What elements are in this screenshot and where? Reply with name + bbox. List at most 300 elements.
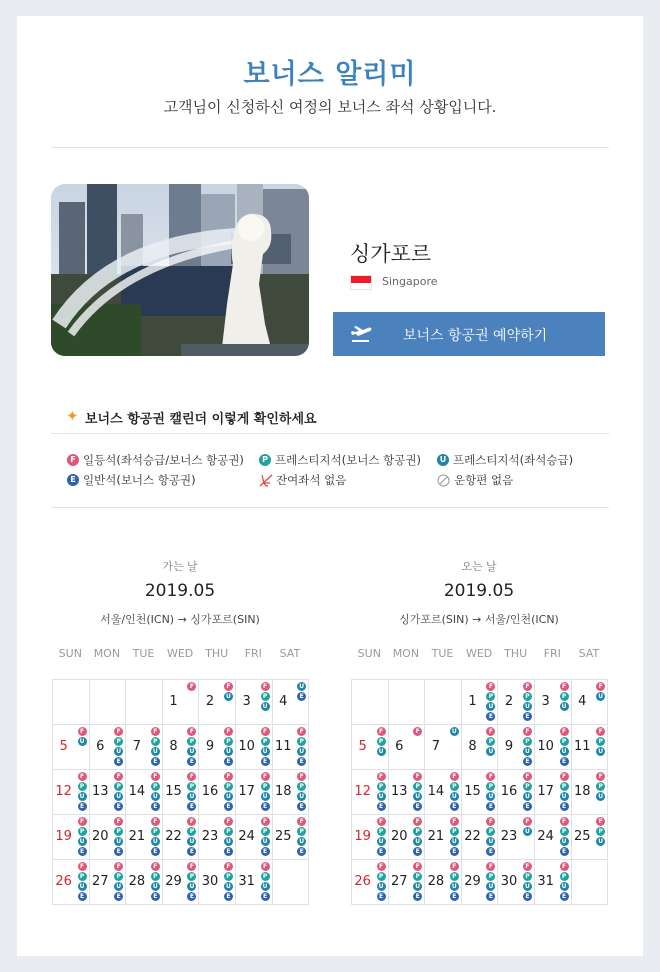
- seat-f-badge: F: [450, 817, 459, 826]
- day-number: 1: [169, 694, 178, 709]
- seat-p-badge: P: [297, 737, 306, 746]
- day-number: 19: [354, 829, 371, 844]
- day-number: 6: [395, 739, 404, 754]
- seat-f-badge: F: [297, 772, 306, 781]
- seat-f-badge: F: [523, 817, 532, 826]
- day-number: 2: [504, 694, 514, 709]
- seat-p-badge: P: [187, 872, 196, 881]
- seat-p-badge: P: [261, 782, 270, 791]
- seat-u-badge: U: [151, 882, 160, 891]
- calendar-grid: [52, 679, 309, 905]
- calendar-day[interactable]: [273, 680, 310, 725]
- calendar-day[interactable]: [572, 725, 609, 770]
- no-flight-icon: [437, 474, 451, 486]
- day-number: 6: [96, 739, 105, 754]
- calendar-day[interactable]: [425, 770, 462, 815]
- seat-e-badge: E: [187, 847, 196, 856]
- seat-e-badge: E: [151, 802, 160, 811]
- day-number: 27: [390, 874, 408, 889]
- calendar-day[interactable]: [273, 815, 310, 860]
- day-number: 26: [55, 874, 72, 889]
- day-number: 25: [274, 829, 292, 844]
- seat-p-badge: P: [261, 827, 270, 836]
- seat-p-badge: P: [187, 827, 196, 836]
- calendar-day[interactable]: [425, 815, 462, 860]
- day-number: 23: [201, 829, 219, 844]
- seat-p-badge: P: [486, 692, 495, 701]
- day-number: 24: [238, 829, 255, 844]
- calendar-day[interactable]: [352, 860, 389, 905]
- seat-e-badge: E: [114, 802, 123, 811]
- calendar-header: [351, 558, 607, 627]
- seat-p-badge: P: [187, 782, 196, 791]
- seat-e-badge: E: [413, 847, 422, 856]
- seat-p-badge: P: [560, 737, 569, 746]
- seat-u-badge: U: [560, 747, 569, 756]
- calendar-day[interactable]: [425, 725, 462, 770]
- seat-f-badge: F: [114, 727, 123, 736]
- calendar-day[interactable]: [389, 815, 426, 860]
- day-number: 27: [91, 874, 109, 889]
- calendar-grid: [351, 679, 608, 905]
- seat-e-badge: E: [486, 712, 495, 721]
- seat-p-badge: P: [78, 782, 87, 791]
- seat-p-badge: P: [523, 692, 532, 701]
- calendar-empty-cell: [389, 680, 426, 725]
- calendar-empty-cell: [572, 860, 609, 905]
- seat-u-badge: U: [78, 837, 87, 846]
- calendar-day[interactable]: [53, 770, 90, 815]
- calendar-day[interactable]: [498, 770, 535, 815]
- seat-e-badge: E: [151, 757, 160, 766]
- seat-e-badge: E: [523, 802, 532, 811]
- seat-f-badge: F: [78, 817, 87, 826]
- seat-u-badge: U: [224, 692, 233, 701]
- seat-p-badge: P: [450, 872, 459, 881]
- weekday-header: FRI: [543, 647, 561, 660]
- calendar-day[interactable]: [53, 860, 90, 905]
- seat-u-badge: U: [596, 837, 605, 846]
- seat-p-badge: P: [377, 737, 386, 746]
- seat-p-badge: P: [486, 782, 495, 791]
- seat-u-badge: U: [78, 737, 87, 746]
- seat-p-badge: P: [413, 782, 422, 791]
- day-number: 8: [169, 739, 178, 754]
- calendar-day[interactable]: [53, 725, 90, 770]
- seat-p-badge: P: [596, 782, 605, 791]
- seat-u-badge: U: [450, 792, 459, 801]
- day-number: 5: [358, 739, 367, 754]
- day-number: 21: [128, 829, 146, 844]
- calendar-day[interactable]: [462, 770, 499, 815]
- calendar-day[interactable]: [236, 815, 273, 860]
- seat-u-badge: U: [377, 837, 386, 846]
- weekday-header: FRI: [244, 647, 262, 660]
- seat-f-badge: F: [560, 862, 569, 871]
- seat-u-badge: U: [297, 792, 306, 801]
- star-icon: ✦: [66, 407, 79, 425]
- calendar-route: 서울/인천(ICN) → 싱가포르(SIN): [100, 613, 260, 626]
- calendar-day[interactable]: [462, 860, 499, 905]
- day-number: 10: [537, 739, 554, 754]
- seat-u-badge: U: [151, 747, 160, 756]
- calendar-day[interactable]: [535, 680, 572, 725]
- calendar-month: 2019.05: [443, 581, 515, 601]
- calendar-empty-cell: [425, 680, 462, 725]
- seat-u-badge: U: [78, 882, 87, 891]
- seat-e-badge: E: [114, 757, 123, 766]
- seat-u-badge: U: [486, 837, 495, 846]
- seat-p-badge: P: [261, 692, 270, 701]
- calendar-day[interactable]: [126, 860, 163, 905]
- seat-p-badge: P: [151, 827, 160, 836]
- seat-f-badge: F: [560, 682, 569, 691]
- seat-e-badge: E: [450, 892, 459, 901]
- seat-e-badge: E: [297, 847, 306, 856]
- seat-e-badge: E: [187, 757, 196, 766]
- seat-f-badge: F: [596, 682, 605, 691]
- weekday-header: THU: [504, 647, 528, 660]
- day-number: 16: [201, 784, 219, 799]
- book-bonus-ticket-button[interactable]: [333, 312, 605, 356]
- weekday-header: SAT: [279, 647, 301, 660]
- day-number: 4: [279, 694, 288, 709]
- seat-p-badge: P: [187, 737, 196, 746]
- calendar-day[interactable]: [199, 815, 236, 860]
- seat-f-badge: F: [486, 817, 495, 826]
- seat-e-badge: E: [78, 802, 87, 811]
- seat-p-badge: P: [78, 827, 87, 836]
- calendar-day[interactable]: [199, 725, 236, 770]
- seat-e-badge: E: [297, 757, 306, 766]
- seat-e-badge: E: [377, 892, 386, 901]
- day-number: 16: [500, 784, 518, 799]
- day-number: 13: [390, 784, 408, 799]
- calendar-day[interactable]: [572, 815, 609, 860]
- economy-icon: E: [67, 474, 79, 486]
- seat-e-badge: E: [78, 847, 87, 856]
- day-number: 22: [464, 829, 481, 844]
- seat-f-badge: F: [596, 772, 605, 781]
- seat-e-badge: E: [187, 892, 196, 901]
- weekday-header: THU: [205, 647, 229, 660]
- calendar-day[interactable]: [572, 770, 609, 815]
- seat-u-badge: U: [596, 692, 605, 701]
- legend-no-flight: 운항편 없음: [437, 472, 513, 488]
- calendar-day[interactable]: [389, 860, 426, 905]
- seat-p-badge: P: [261, 872, 270, 881]
- seat-f-badge: F: [261, 817, 270, 826]
- seat-u-badge: U: [114, 792, 123, 801]
- seat-e-badge: E: [560, 757, 569, 766]
- seat-f-badge: F: [187, 727, 196, 736]
- prestige-upgrade-icon: U: [437, 454, 449, 466]
- day-number: 24: [537, 829, 554, 844]
- calendar-day[interactable]: [163, 680, 200, 725]
- seat-u-badge: U: [78, 792, 87, 801]
- seat-u-badge: U: [523, 702, 532, 711]
- seat-p-badge: P: [297, 782, 306, 791]
- calendar-day[interactable]: [236, 860, 273, 905]
- calendar-day[interactable]: [425, 860, 462, 905]
- calendar-day[interactable]: [199, 860, 236, 905]
- day-number: 25: [573, 829, 591, 844]
- seat-p-badge: P: [114, 872, 123, 881]
- calendar-day[interactable]: [389, 770, 426, 815]
- calendar-day[interactable]: [498, 680, 535, 725]
- weekday-header: MON: [392, 647, 420, 660]
- seat-e-badge: E: [450, 847, 459, 856]
- seat-u-badge: U: [523, 882, 532, 891]
- day-number: 29: [165, 874, 182, 889]
- seat-f-badge: F: [224, 727, 233, 736]
- day-number: 15: [464, 784, 481, 799]
- seat-e-badge: E: [413, 802, 422, 811]
- weekday-header: TUE: [132, 647, 155, 660]
- seat-e-badge: E: [486, 802, 495, 811]
- seat-f-badge: F: [523, 727, 532, 736]
- calendar-day[interactable]: [126, 725, 163, 770]
- seat-u-badge: U: [523, 792, 532, 801]
- seat-e-badge: E: [224, 892, 233, 901]
- seat-f-badge: F: [377, 727, 386, 736]
- calendar-day[interactable]: [535, 860, 572, 905]
- seat-u-badge: U: [596, 747, 605, 756]
- seat-p-badge: P: [114, 737, 123, 746]
- guide-title: 보너스 항공권 캘린더 이렇게 확인하세요: [85, 412, 317, 427]
- seat-e-badge: E: [297, 692, 306, 701]
- first-class-icon: F: [67, 454, 79, 466]
- day-number: 17: [537, 784, 554, 799]
- seat-f-badge: F: [151, 727, 160, 736]
- seat-u-badge: U: [560, 882, 569, 891]
- calendar-day[interactable]: [352, 725, 389, 770]
- seat-p-badge: P: [377, 872, 386, 881]
- calendar-day[interactable]: [126, 815, 163, 860]
- calendar-day[interactable]: [90, 860, 127, 905]
- day-number: 12: [354, 784, 371, 799]
- seat-f-badge: F: [187, 772, 196, 781]
- seat-f-badge: F: [151, 772, 160, 781]
- seat-e-badge: E: [560, 847, 569, 856]
- calendar-empty-cell: [53, 680, 90, 725]
- calendar-day[interactable]: [236, 725, 273, 770]
- weekday-header: MON: [93, 647, 121, 660]
- airplane-takeoff-icon: [350, 323, 372, 347]
- calendar-header: [52, 558, 308, 627]
- seat-f-badge: F: [596, 817, 605, 826]
- seat-f-badge: F: [413, 772, 422, 781]
- seat-p-badge: P: [560, 692, 569, 701]
- seat-p-badge: P: [114, 782, 123, 791]
- calendar-day[interactable]: [163, 725, 200, 770]
- day-number: 8: [468, 739, 477, 754]
- seat-f-badge: F: [187, 682, 196, 691]
- seat-f-badge: F: [413, 817, 422, 826]
- seat-f-badge: F: [486, 772, 495, 781]
- day-number: 10: [238, 739, 255, 754]
- day-number: 18: [274, 784, 292, 799]
- calendar-day[interactable]: [163, 860, 200, 905]
- seat-u-badge: U: [450, 837, 459, 846]
- seat-e-badge: E: [224, 757, 233, 766]
- calendar-day[interactable]: [236, 680, 273, 725]
- seat-e-badge: E: [261, 892, 270, 901]
- day-number: 21: [427, 829, 445, 844]
- calendar-day[interactable]: [236, 770, 273, 815]
- calendar-day[interactable]: [389, 725, 426, 770]
- seat-p-badge: P: [297, 827, 306, 836]
- seat-u-badge: U: [377, 792, 386, 801]
- seat-u-badge: U: [413, 792, 422, 801]
- seat-f-badge: F: [486, 727, 495, 736]
- calendar-day[interactable]: [462, 815, 499, 860]
- seat-u-badge: U: [596, 792, 605, 801]
- seat-e-badge: E: [297, 802, 306, 811]
- seat-u-badge: U: [450, 882, 459, 891]
- seat-u-badge: U: [187, 882, 196, 891]
- seat-f-badge: F: [224, 772, 233, 781]
- weekday-header: TUE: [431, 647, 454, 660]
- day-number: 30: [500, 874, 518, 889]
- calendar-day[interactable]: [535, 770, 572, 815]
- calendar-day[interactable]: [163, 815, 200, 860]
- singapore-flag-icon: [350, 275, 372, 290]
- calendar-day[interactable]: [90, 770, 127, 815]
- day-number: 3: [541, 694, 550, 709]
- seat-u-badge: U: [261, 792, 270, 801]
- calendar-day[interactable]: [273, 725, 310, 770]
- seat-p-badge: P: [413, 872, 422, 881]
- seat-u-badge: U: [224, 837, 233, 846]
- seat-p-badge: P: [486, 737, 495, 746]
- seat-f-badge: F: [377, 817, 386, 826]
- day-number: 2: [205, 694, 215, 709]
- seat-f-badge: F: [377, 862, 386, 871]
- calendar-day[interactable]: [535, 815, 572, 860]
- seat-p-badge: P: [224, 872, 233, 881]
- calendar-day[interactable]: [273, 770, 310, 815]
- weekday-header: WED: [166, 647, 194, 660]
- legend-prestige-upgrade: U 프레스티지석(좌석승급): [437, 452, 573, 468]
- seat-e-badge: E: [486, 892, 495, 901]
- seat-u-badge: U: [114, 747, 123, 756]
- seat-f-badge: F: [560, 817, 569, 826]
- calendar-day[interactable]: [90, 815, 127, 860]
- calendar-day[interactable]: [498, 860, 535, 905]
- seat-f-badge: F: [261, 772, 270, 781]
- seat-u-badge: U: [151, 837, 160, 846]
- seat-u-badge: U: [187, 837, 196, 846]
- seat-f-badge: F: [413, 862, 422, 871]
- seat-u-badge: U: [523, 827, 532, 836]
- seat-e-badge: E: [151, 892, 160, 901]
- calendar-empty-cell: [273, 860, 310, 905]
- seat-f-badge: F: [560, 727, 569, 736]
- seat-e-badge: E: [261, 757, 270, 766]
- calendar-day[interactable]: [352, 770, 389, 815]
- calendar-day[interactable]: [498, 725, 535, 770]
- seat-u-badge: U: [297, 682, 306, 691]
- destination-photo: [51, 184, 309, 356]
- seat-f-badge: F: [224, 682, 233, 691]
- weekday-header: SUN: [357, 647, 381, 660]
- seat-p-badge: P: [560, 782, 569, 791]
- page-subtitle: 고객님이 신청하신 여정의 보너스 좌석 상황입니다.: [163, 98, 497, 116]
- calendar-day[interactable]: [498, 815, 535, 860]
- seat-u-badge: U: [486, 882, 495, 891]
- seat-f-badge: F: [297, 727, 306, 736]
- calendar-day[interactable]: [535, 725, 572, 770]
- day-number: 9: [504, 739, 514, 754]
- seat-e-badge: E: [261, 802, 270, 811]
- seat-u-badge: U: [187, 792, 196, 801]
- day-number: 11: [274, 739, 292, 754]
- calendar-day[interactable]: [572, 680, 609, 725]
- seat-p-badge: P: [596, 827, 605, 836]
- day-number: 31: [238, 874, 255, 889]
- seat-f-badge: F: [78, 862, 87, 871]
- seat-u-badge: U: [523, 747, 532, 756]
- seat-u-badge: U: [261, 747, 270, 756]
- seat-u-badge: U: [151, 792, 160, 801]
- day-number: 14: [427, 784, 445, 799]
- calendar-day[interactable]: [199, 770, 236, 815]
- calendar-day[interactable]: [90, 725, 127, 770]
- seat-f-badge: F: [261, 727, 270, 736]
- seat-u-badge: U: [560, 837, 569, 846]
- seat-e-badge: E: [450, 802, 459, 811]
- seat-p-badge: P: [560, 827, 569, 836]
- seat-e-badge: E: [151, 847, 160, 856]
- seat-f-badge: F: [78, 772, 87, 781]
- calendar-day[interactable]: [163, 770, 200, 815]
- day-number: 9: [205, 739, 215, 754]
- seat-f-badge: F: [596, 727, 605, 736]
- seat-u-badge: U: [560, 702, 569, 711]
- seat-e-badge: E: [187, 802, 196, 811]
- calendar-day[interactable]: [53, 815, 90, 860]
- seat-u-badge: U: [224, 747, 233, 756]
- calendar-day[interactable]: [462, 725, 499, 770]
- seat-p-badge: P: [224, 737, 233, 746]
- seat-f-badge: F: [523, 682, 532, 691]
- seat-p-badge: P: [523, 737, 532, 746]
- seat-f-badge: F: [78, 727, 87, 736]
- seat-e-badge: E: [224, 847, 233, 856]
- calendar-day[interactable]: [126, 770, 163, 815]
- seat-p-badge: P: [151, 872, 160, 881]
- day-number: 30: [201, 874, 219, 889]
- seat-u-badge: U: [261, 837, 270, 846]
- day-number: 4: [578, 694, 587, 709]
- day-number: 7: [132, 739, 141, 754]
- seat-p-badge: P: [596, 737, 605, 746]
- day-number: 5: [59, 739, 68, 754]
- prestige-bonus-icon: P: [259, 454, 271, 466]
- divider: [51, 507, 609, 508]
- day-number: 20: [390, 829, 408, 844]
- calendar-direction-label: 오는 날: [461, 560, 497, 573]
- seat-f-badge: F: [450, 862, 459, 871]
- calendar-day[interactable]: [352, 815, 389, 860]
- seat-u-badge: U: [297, 837, 306, 846]
- calendar-day[interactable]: [462, 680, 499, 725]
- seat-f-badge: F: [224, 817, 233, 826]
- calendar-day[interactable]: [199, 680, 236, 725]
- day-number: 1: [468, 694, 477, 709]
- bonus-alert-card: [17, 16, 643, 956]
